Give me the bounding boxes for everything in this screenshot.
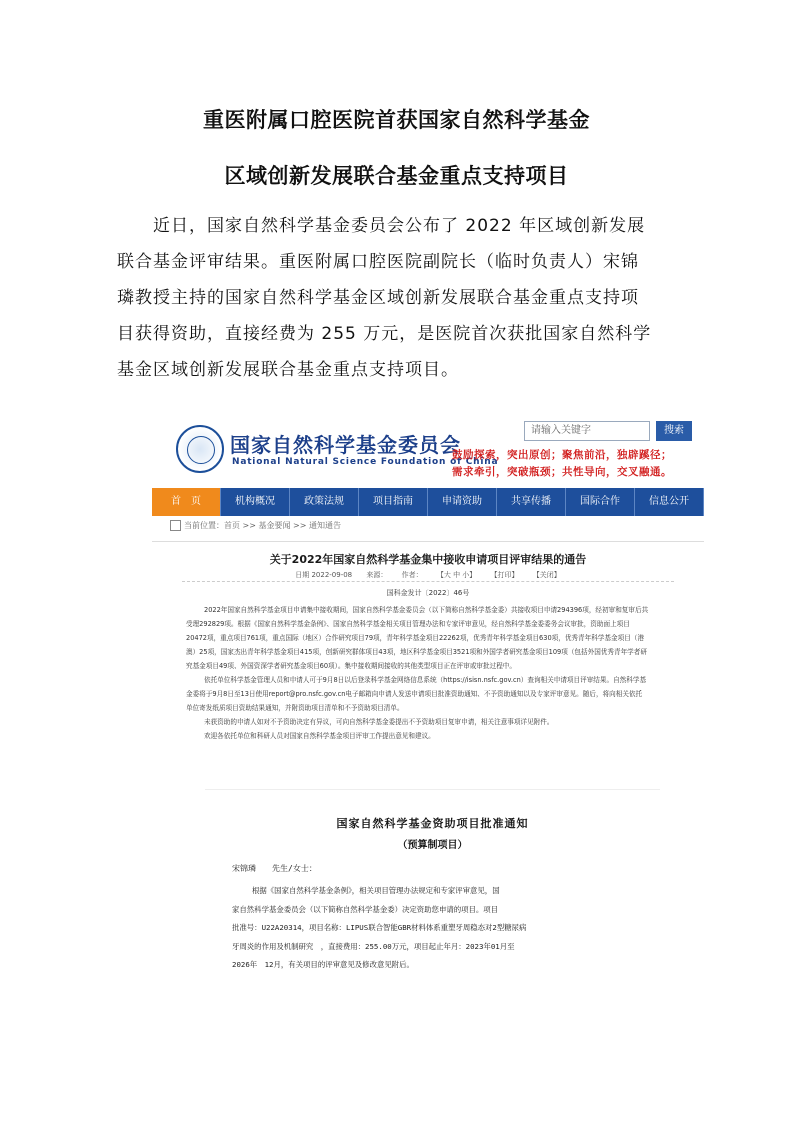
paragraph-line: 目获得资助，直接经费为 255 万元，是医院首次获批国家自然科学 xyxy=(117,324,652,344)
approval-subtitle: （预算制项目） xyxy=(397,840,468,851)
location-icon xyxy=(170,520,181,531)
paragraph-line: 联合基金评审结果。重医附属口腔医院副院长（临时负责人）宋锦 xyxy=(117,252,639,272)
nav-share[interactable]: 共享传播 xyxy=(497,488,566,516)
notice-line: 金委将于9月8日至13日使用report@pro.nsfc.gov.cn电子邮箱向申请人发送申请项目批准资助通知、不予资助通知以及专家评审意见。随后，将向相关依托 xyxy=(186,690,643,698)
nsfc-header xyxy=(152,417,704,487)
nav-international[interactable]: 国际合作 xyxy=(566,488,635,516)
notice-line: 依托单位科学基金管理人员和申请人可于9月8日以后登录科学基金网络信息系统（https://isisn.nsfc.gov.cn）查询相关申请项目评审结果。自然科学基 xyxy=(204,676,647,684)
main-nav xyxy=(152,488,704,516)
slogan-line: 需求牵引，突破瓶颈；共性导向，交叉融通。 xyxy=(452,466,672,478)
nav-apply[interactable]: 申请资助 xyxy=(428,488,497,516)
notice-line: 未获资助的申请人如对不予资助决定有异议，可向自然科学基金委提出不予资助项目复审申请，相关注意事项详见附件。 xyxy=(204,718,554,726)
search-button[interactable]: 搜索 xyxy=(656,421,692,441)
close-link[interactable]: 【关闭】 xyxy=(532,571,561,579)
org-name: 国家自然科学基金委员会 xyxy=(230,433,461,457)
notice-number: 国科金发计〔2022〕46号 xyxy=(386,589,470,597)
nav-disclosure[interactable]: 信息公开 xyxy=(635,488,704,516)
breadcrumb-text[interactable]: 当前位置：首页 >> 基金要闻 >> 通知通告 xyxy=(184,521,341,530)
notice-line: 2022年国家自然科学基金项目申请集中接收期间，国家自然科学基金委员会（以下简称自然科学基金委）共接收项目申请294396项，经初审和复审后共 xyxy=(204,606,649,614)
font-size-switch[interactable]: 【大 中 小】 xyxy=(436,571,477,579)
notice-meta xyxy=(152,570,704,580)
article-paragraph xyxy=(117,208,677,388)
notice-line: 究基金项目49项、外国资深学者研究基金项目60项）。集中接收期间接收的其他类型项目正在评审或审批过程中。 xyxy=(186,662,516,670)
approval-line: 家自然科学基金委员会（以下简称自然科学基金委）决定资助您申请的项目。项目 xyxy=(232,904,499,914)
approval-notice xyxy=(205,789,660,997)
nav-home[interactable]: 首 页 xyxy=(152,488,221,516)
notice-line: 20472项，重点项目761项，重点国际（地区）合作研究项目79项，青年科学基金项目22262项，优秀青年科学基金项目630项，优秀青年科学基金项目（港 xyxy=(186,634,644,642)
notice-author: 作者： xyxy=(401,571,423,579)
nav-policy[interactable]: 政策法规 xyxy=(290,488,359,516)
paragraph-line: 近日，国家自然科学基金委员会公布了 2022 年区域创新发展 xyxy=(153,216,646,236)
approval-title: 国家自然科学基金资助项目批准通知 xyxy=(336,817,529,830)
paragraph-line: 璘教授主持的国家自然科学基金区域创新发展联合基金重点支持项 xyxy=(117,288,639,308)
approval-line: 批准号：U22A20314，项目名称：LIPUS联合智能GBR材料体系重塑牙周稳态对2型糖尿病 xyxy=(232,923,527,932)
nav-guide[interactable]: 项目指南 xyxy=(359,488,428,516)
breadcrumb xyxy=(170,520,341,531)
org-name-en: National Natural Science Foundation of China xyxy=(232,457,499,467)
nsfc-logo-icon xyxy=(176,425,224,473)
notice-date: 日期 2022-09-08 xyxy=(295,571,353,579)
notice-line: 单位寄发纸质项目资助结果通知，并附资助项目清单和不予资助项目清单。 xyxy=(186,704,404,712)
notice-line: 欢迎各依托单位和科研人员对国家自然科学基金项目评审工作提出意见和建议。 xyxy=(204,732,435,740)
approval-line: 根据《国家自然科学基金条例》，相关项目管理办法规定和专家评审意见，国 xyxy=(252,886,500,895)
slogan xyxy=(452,447,704,481)
divider xyxy=(152,541,704,542)
paragraph-line: 基金区域创新发展联合基金重点支持项目。 xyxy=(117,360,459,380)
approval-salutation: 宋锦璘 先生/女士： xyxy=(232,864,317,873)
embedded-nsfc-screenshot xyxy=(152,417,704,997)
nav-about[interactable]: 机构概况 xyxy=(221,488,290,516)
notice-line: 受理292829项。根据《国家自然科学基金条例》、国家自然科学基金相关项目管理办法和专家评审意见，经自然科学基金委委务会议审批，资助面上项目 xyxy=(186,620,630,628)
approval-body xyxy=(232,882,632,975)
approval-line: 2026年 12月，有关项目的评审意见及修改意见附后。 xyxy=(232,960,414,969)
notice-body xyxy=(186,603,676,743)
article-title-line-1: 重医附属口腔医院首获国家自然科学基金 xyxy=(203,108,590,132)
print-link[interactable]: 【打印】 xyxy=(490,571,519,579)
notice-line: 澳）25项，国家杰出青年科学基金项目415项，创新研究群体项目43项，地区科学基金项目3521项和外国学者研究基金项目109项（包括外国优秀青年学者研 xyxy=(186,648,647,656)
search-input[interactable]: 请输入关键字 xyxy=(524,421,650,441)
notice-source: 来源： xyxy=(366,571,388,579)
slogan-line: 鼓励探索，突出原创；聚焦前沿，独辟蹊径； xyxy=(452,449,672,461)
article-title-line-2: 区域创新发展联合基金重点支持项目 xyxy=(224,164,569,188)
notice-title: 关于2022年国家自然科学基金集中接收申请项目评审结果的通告 xyxy=(269,553,587,566)
approval-line: 牙周炎的作用及机制研究 ，直接费用：255.00万元，项目起止年月：2023年01月至 xyxy=(232,941,515,951)
divider xyxy=(182,581,674,582)
